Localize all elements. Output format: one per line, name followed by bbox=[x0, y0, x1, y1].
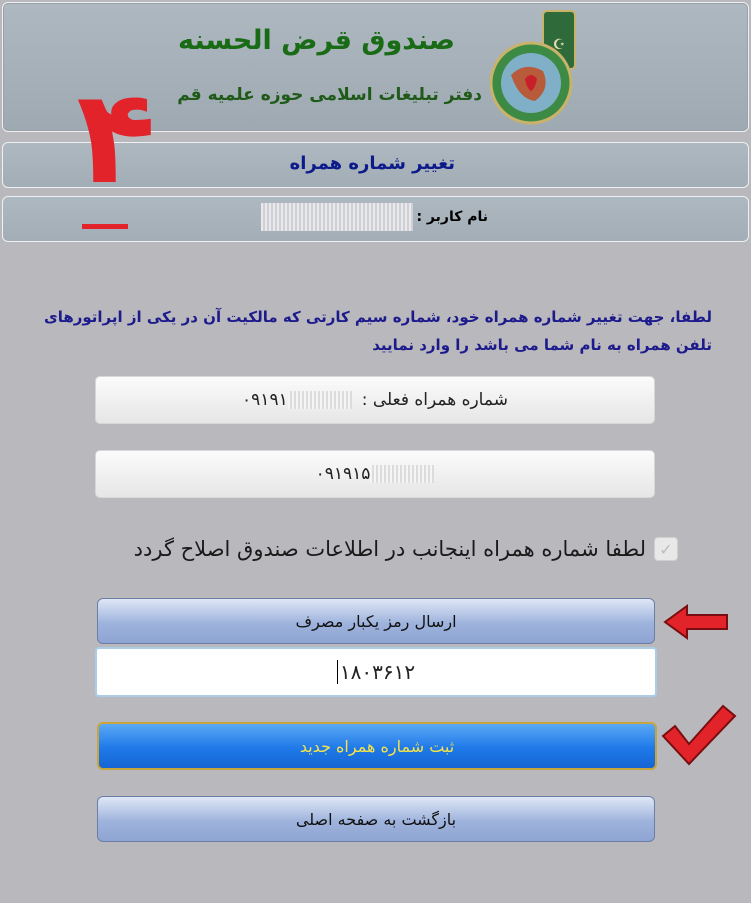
office-title: دفتر تبلیغات اسلامی حوزه علمیه قم bbox=[177, 85, 482, 105]
logo-emblem bbox=[485, 9, 581, 129]
user-label: نام کاربر : bbox=[416, 209, 488, 225]
annotation-number-four bbox=[66, 62, 166, 232]
send-otp-button[interactable] bbox=[97, 598, 655, 644]
confirm-checkbox[interactable] bbox=[654, 537, 678, 561]
instruction-text: لطفا، جهت تغییر شماره همراه خود، شماره سیم کارتی که مالکیت آن در یکی از اپراتورهای تلفن همراه به نام شما می باشد را وارد نمایید bbox=[43, 308, 712, 354]
submit-new-phone-button[interactable] bbox=[97, 722, 657, 770]
back-home-button[interactable] bbox=[97, 796, 655, 842]
svg-text:☪: ☪ bbox=[552, 37, 566, 53]
fund-title: صندوق قرض الحسنه bbox=[178, 25, 455, 56]
checkbox-check-icon: ✓ bbox=[659, 539, 673, 559]
send-otp-label: ارسال رمز یکبار مصرف bbox=[295, 611, 457, 631]
text-caret bbox=[337, 660, 338, 684]
red-checkmark-icon bbox=[661, 704, 737, 766]
red-arrow-icon bbox=[661, 602, 731, 642]
new-phone-redacted bbox=[370, 465, 434, 483]
new-phone-input[interactable] bbox=[95, 450, 655, 498]
current-phone-value: ۰۹۱۹۱ bbox=[242, 390, 288, 410]
otp-input[interactable] bbox=[95, 647, 657, 697]
page-title: تغییر شماره همراه bbox=[289, 153, 455, 174]
back-home-label: بازگشت به صفحه اصلی bbox=[295, 809, 457, 829]
current-phone-label: شماره همراه فعلی : bbox=[361, 390, 508, 410]
submit-label: ثبت شماره همراه جدید bbox=[299, 736, 455, 756]
username-redacted bbox=[261, 203, 413, 231]
new-phone-value: ۰۹۱۹۱۵ bbox=[315, 464, 371, 484]
annotation-number-text: ۴ bbox=[76, 62, 156, 213]
current-phone-field bbox=[95, 376, 655, 424]
otp-value: ۱۸۰۳۶۱۲ bbox=[339, 660, 416, 684]
confirm-checkbox-label: لطفا شماره همراه اینجانب در اطلاعات صندوق اصلاح گردد bbox=[133, 537, 646, 561]
confirm-checkbox-row[interactable] bbox=[78, 534, 678, 564]
current-phone-redacted bbox=[288, 391, 352, 409]
